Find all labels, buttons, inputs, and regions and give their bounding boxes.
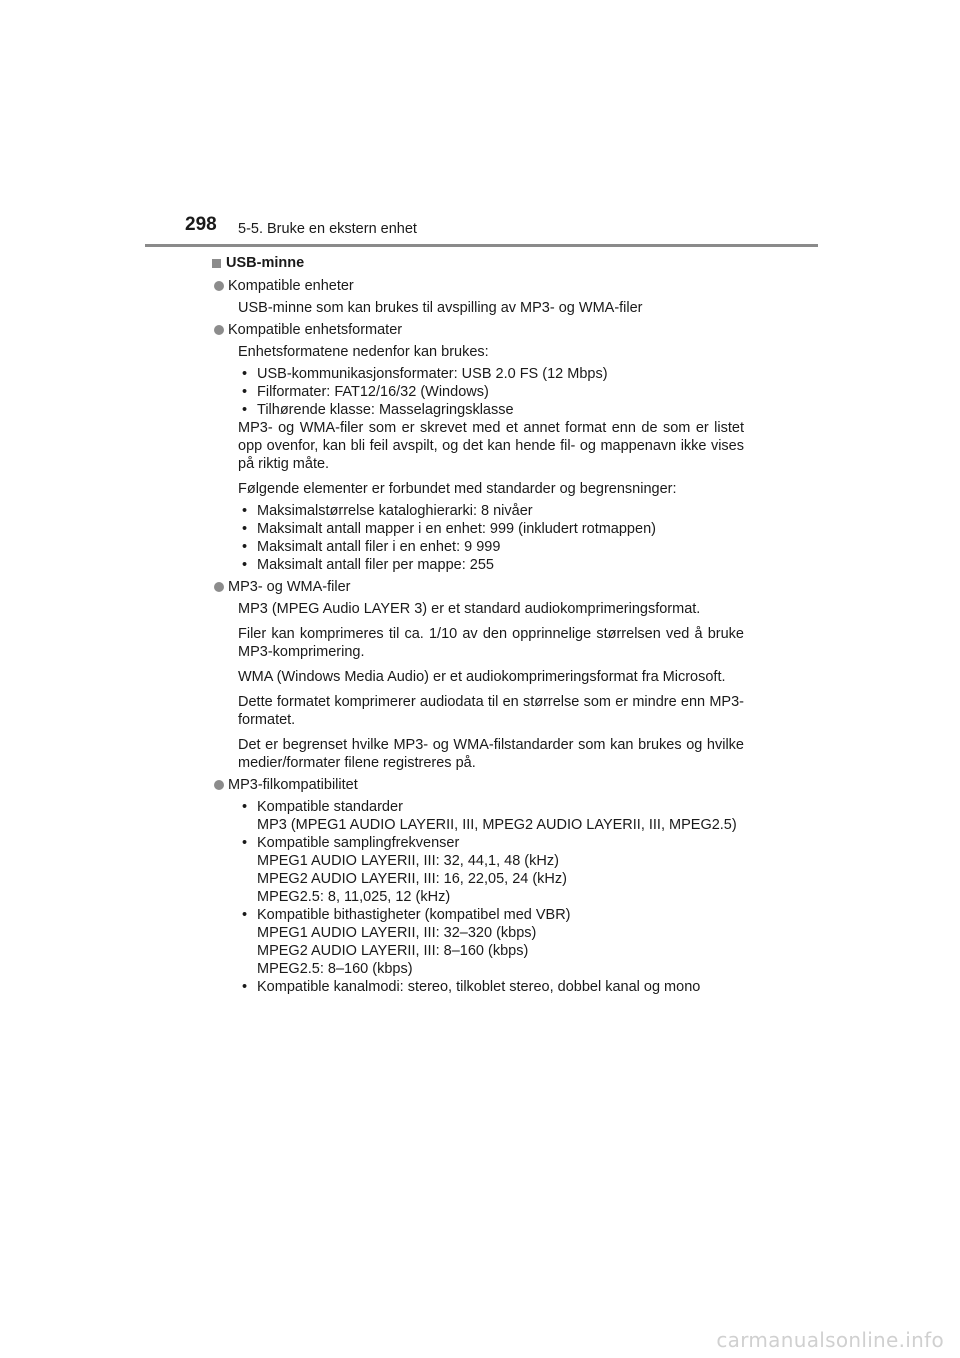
topic-heading [212, 277, 744, 295]
main-content [212, 254, 744, 996]
topic-label: Kompatible enheter [228, 278, 354, 294]
topic-mp3-compatibility [212, 776, 744, 996]
paragraph: MP3- og WMA-filer som er skrevet med et annet format enn de som er listet opp ovenfor, kan bli feil avspilt, og det kan hende fil- og mappenavn ikke vises på riktig måte. [238, 420, 744, 472]
paragraph: USB-minne som kan brukes til avspilling av MP3- og WMA-filer [238, 300, 643, 316]
topic-compatible-formats [212, 321, 744, 574]
watermark: carmanualsonline.info [716, 1328, 944, 1352]
format-list [238, 365, 744, 419]
list-item: • Kompatible standarder MP3 (MPEG1 AUDIO LAYERII, III, MPEG2 AUDIO LAYERII, III, MPEG2.5) [242, 799, 737, 833]
circle-bullet-icon [214, 582, 224, 592]
list-item: • USB-kommunikasjonsformater: USB 2.0 FS (12 Mbps) [242, 366, 608, 382]
section-heading [212, 254, 744, 272]
list-item: • Maksimalt antall mapper i en enhet: 999 (inkludert rotmappen) [242, 521, 656, 537]
circle-bullet-icon [214, 780, 224, 790]
chapter-title: 5-5. Bruke en ekstern enhet [238, 221, 417, 237]
topic-heading [212, 578, 744, 596]
limits-list [238, 502, 744, 574]
circle-bullet-icon [214, 281, 224, 291]
header-divider [145, 244, 818, 247]
compatibility-list [238, 798, 744, 996]
paragraph: Enhetsformatene nedenfor kan brukes: [238, 344, 489, 360]
topic-compatible-devices [212, 277, 744, 317]
paragraph: WMA (Windows Media Audio) er et audiokomprimeringsformat fra Microsoft. [238, 669, 726, 685]
list-item: • Maksimalt antall filer i en enhet: 9 999 [242, 539, 501, 555]
list-item: • Maksimalstørrelse kataloghierarki: 8 nivåer [242, 503, 533, 519]
topic-heading [212, 321, 744, 339]
list-item: • Tilhørende klasse: Masselagringsklasse [242, 402, 514, 418]
list-item: • Kompatible kanalmodi: stereo, tilkoblet stereo, dobbel kanal og mono [242, 979, 701, 995]
topic-label: Kompatible enhetsformater [228, 322, 403, 338]
page-number: 298 [185, 214, 217, 235]
list-item: • Filformater: FAT12/16/32 (Windows) [242, 384, 489, 400]
list-item: • Maksimalt antall filer per mappe: 255 [242, 557, 494, 573]
paragraph: Følgende elementer er forbundet med standarder og begrensninger: [238, 481, 677, 497]
paragraph: Filer kan komprimeres til ca. 1/10 av den opprinnelige størrelsen ved å bruke MP3-komprimering. [238, 626, 744, 660]
list-item: • Kompatible bithastigheter (kompatibel med VBR) MPEG1 AUDIO LAYERII, III: 32–320 (kbps) MPEG2 AUDIO LAYERII, III: 8–160 (kbps) MPEG2.5: 8–160 (kbps) [242, 907, 571, 977]
circle-bullet-icon [214, 325, 224, 335]
paragraph: MP3 (MPEG Audio LAYER 3) er et standard audiokomprimeringsformat. [238, 601, 701, 617]
topic-heading [212, 776, 744, 794]
section-title: USB-minne [226, 255, 305, 271]
topic-label: MP3- og WMA-filer [228, 579, 351, 595]
page-header [185, 214, 820, 248]
square-bullet-icon [212, 259, 221, 268]
paragraph: Det er begrenset hvilke MP3- og WMA-filstandarder som kan brukes og hvilke medier/formater filene registreres på. [238, 737, 744, 771]
list-item: • Kompatible samplingfrekvenser MPEG1 AUDIO LAYERII, III: 32, 44,1, 48 (kHz) MPEG2 AUDIO LAYERII, III: 16, 22,05, 24 (kHz) MPEG2.5: 8, 11,025, 12 (kHz) [242, 835, 567, 905]
topic-mp3-wma-files [212, 578, 744, 772]
paragraph: Dette formatet komprimerer audiodata til en størrelse som er mindre enn MP3-formatet. [238, 694, 744, 728]
topic-label: MP3-filkompatibilitet [228, 777, 358, 793]
